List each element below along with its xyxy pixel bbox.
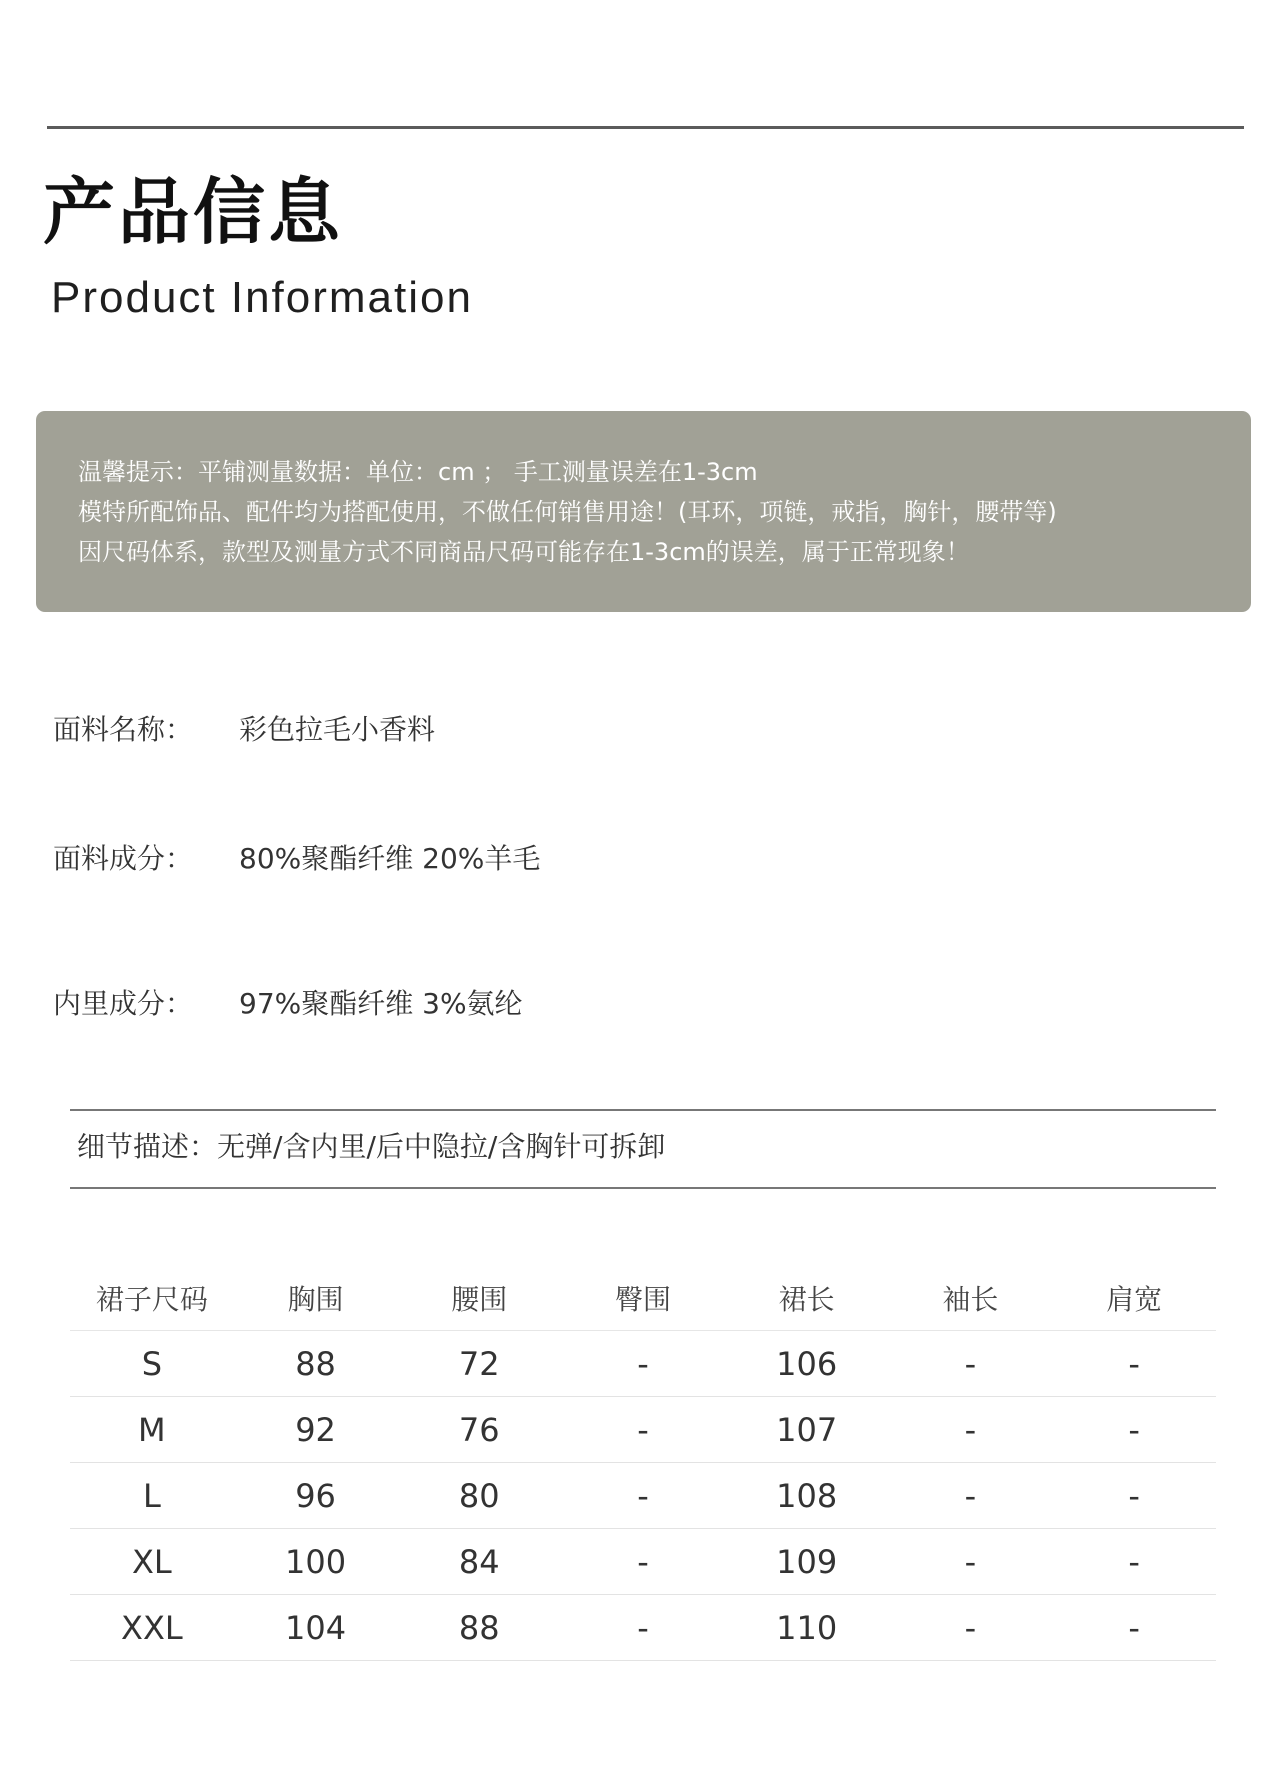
- table-cell: -: [561, 1529, 725, 1595]
- table-cell: 108: [725, 1463, 889, 1529]
- table-cell: -: [1052, 1331, 1216, 1397]
- fabric-composition-row: [53, 842, 541, 875]
- table-cell: -: [1052, 1595, 1216, 1661]
- page-subtitle: Product Information: [51, 273, 473, 322]
- header-skirt-length: 裙长: [725, 1266, 889, 1331]
- table-cell: S: [70, 1331, 234, 1397]
- table-cell: L: [70, 1463, 234, 1529]
- header-sleeve-length: 袖长: [889, 1266, 1053, 1331]
- size-table-header: [70, 1266, 1216, 1331]
- table-cell: -: [889, 1331, 1053, 1397]
- table-row: [70, 1331, 1216, 1397]
- detail-label: 细节描述：: [77, 1130, 218, 1163]
- table-cell: -: [889, 1463, 1053, 1529]
- detail-value: 无弹/含内里/后中隐拉/含胸针可拆卸: [217, 1130, 666, 1163]
- table-cell: -: [561, 1463, 725, 1529]
- table-row: [70, 1529, 1216, 1595]
- table-cell: -: [1052, 1463, 1216, 1529]
- table-cell: 100: [234, 1529, 398, 1595]
- detail-description: [70, 1109, 1216, 1189]
- notice-box: [36, 411, 1251, 612]
- table-cell: 88: [234, 1331, 398, 1397]
- table-cell: -: [561, 1397, 725, 1463]
- fabric-name-value: 彩色拉毛小香料: [239, 713, 436, 746]
- table-cell: -: [1052, 1529, 1216, 1595]
- table-cell: 92: [234, 1397, 398, 1463]
- table-cell: -: [889, 1595, 1053, 1661]
- header-size: 裙子尺码: [70, 1266, 234, 1331]
- detail-text: [77, 1130, 666, 1163]
- top-divider: [47, 126, 1244, 129]
- lining-composition-row: [53, 987, 523, 1020]
- table-row: [70, 1397, 1216, 1463]
- table-cell: -: [1052, 1397, 1216, 1463]
- table-cell: 107: [725, 1397, 889, 1463]
- table-cell: 106: [725, 1331, 889, 1397]
- table-cell: 88: [397, 1595, 561, 1661]
- fabric-composition-value: 80%聚酯纤维 20%羊毛: [239, 842, 541, 875]
- table-row: [70, 1595, 1216, 1661]
- notice-line: 因尺码体系，款型及测量方式不同商品尺码可能存在1-3cm的误差，属于正常现象！: [78, 538, 970, 566]
- table-cell: -: [561, 1595, 725, 1661]
- table-cell: 110: [725, 1595, 889, 1661]
- table-cell: 72: [397, 1331, 561, 1397]
- notice-line: 模特所配饰品、配件均为搭配使用，不做任何销售用途！(耳环，项链，戒指，胸针，腰带等): [78, 498, 1057, 526]
- table-cell: XXL: [70, 1595, 234, 1661]
- lining-composition-value: 97%聚酯纤维 3%氨纶: [239, 987, 523, 1020]
- lining-composition-label: 内里成分：: [53, 987, 194, 1020]
- page-title: 产品信息: [43, 170, 344, 254]
- table-cell: M: [70, 1397, 234, 1463]
- table-cell: 84: [397, 1529, 561, 1595]
- fabric-composition-label: 面料成分：: [53, 842, 194, 875]
- header-hip: 臀围: [561, 1266, 725, 1331]
- table-cell: -: [561, 1331, 725, 1397]
- table-cell: 80: [397, 1463, 561, 1529]
- table-cell: -: [889, 1529, 1053, 1595]
- table-cell: XL: [70, 1529, 234, 1595]
- table-cell: 96: [234, 1463, 398, 1529]
- header-bust: 胸围: [234, 1266, 398, 1331]
- table-row: [70, 1463, 1216, 1529]
- table-cell: 104: [234, 1595, 398, 1661]
- header-waist: 腰围: [397, 1266, 561, 1331]
- table-cell: -: [889, 1397, 1053, 1463]
- size-table: [70, 1266, 1216, 1661]
- fabric-name-label: 面料名称：: [53, 713, 194, 746]
- header-shoulder-width: 肩宽: [1052, 1266, 1216, 1331]
- fabric-name-row: [53, 713, 436, 746]
- notice-line: 温馨提示：平铺测量数据：单位：cm ； 手工测量误差在1-3cm: [78, 458, 758, 486]
- table-cell: 76: [397, 1397, 561, 1463]
- table-cell: 109: [725, 1529, 889, 1595]
